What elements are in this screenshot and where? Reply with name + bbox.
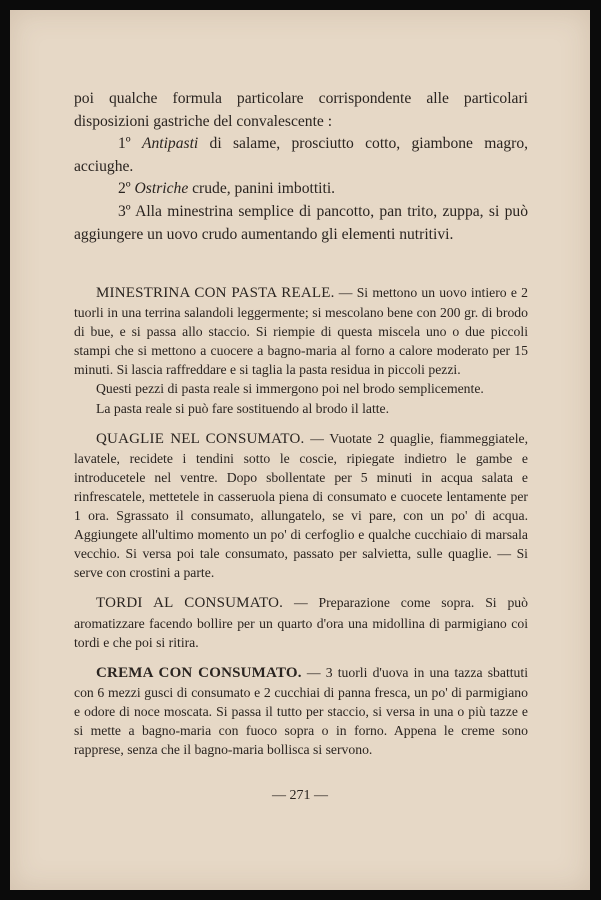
spacer	[74, 418, 528, 429]
recipe-tordi	[74, 593, 528, 651]
recipe-body: — Vuotate 2 quaglie, fiammeggiatele, lavatele, recidete i tendini sotto le coscie, ripiegate indietro le gambe e introducetele nel ventre. Dopo sbollentate per 5 minuti in acqua salata e rinfrescatele, mettetele in casseruola piena di consumato e cuocete lentamente per 1 ora. Sgrassato il consumato, allungatelo, se vi pare, con un po' di acqua. Aggiungete all'ultimo momento un po' di cerfoglio e qualche cucchiaio di marsala vecchio. Si versa poi tale consumato, passato per salvietta, sulle quaglie. — Si serve con crostini a parte.	[74, 430, 528, 581]
book-page	[10, 10, 590, 890]
intro-lead: poi qualche formula particolare corrispondente alle particolari disposizioni gastriche del convalescente :	[74, 90, 528, 130]
intro-item-2-text: crude, panini imbottiti.	[188, 180, 336, 198]
recipe-minestrina	[74, 283, 528, 379]
recipe-title: TORDI AL CONSUMATO.	[96, 595, 284, 612]
recipe-note: La pasta reale si può fare sostituendo al brodo il latte.	[96, 400, 390, 416]
recipe-title: CREMA CON CONSUMATO.	[96, 664, 302, 681]
intro-item-1-text: di salame, prosciutto cotto, giambone magro, acciughe.	[74, 135, 529, 175]
recipe-note: Questi pezzi di pasta reale si immergono poi nel brodo semplicemente.	[96, 381, 484, 397]
recipe-quaglie	[74, 429, 528, 583]
spacer	[74, 652, 528, 663]
recipe-title: MINESTRINA CON PASTA REALE.	[96, 285, 335, 301]
intro-item-1-italic: Antipasti	[141, 135, 199, 153]
recipe-body: — Si mettono un uovo intiero e 2 tuorli in una terrina salandoli leggermente; si mescolano bene con 200 gr. di brodo di bue, e si passa allo staccio. Si riempie di questa miscela uno o due piccoli stampi che si mettono a cuocere a bagno-maria al forno a calore moderato per 15 minuti. Si lascia raffreddare e si taglia la pasta residua in piccoli pezzi.	[74, 285, 528, 378]
spacer	[74, 582, 528, 593]
recipe-crema	[74, 663, 528, 759]
intro-item-2	[74, 178, 528, 201]
intro-item-1	[74, 133, 528, 178]
intro-item-3: 3º Alla minestrina semplice di pancotto, pan trito, zuppa, si può aggiungere un uovo crudo aumentando gli elementi nutritivi.	[74, 202, 528, 243]
intro-item-1-number: 1º	[118, 135, 142, 153]
recipe-title: QUAGLIE NEL CONSUMATO.	[96, 430, 305, 447]
intro-section	[74, 88, 528, 246]
page-number: — 271 —	[272, 788, 328, 803]
recipe-body: — 3 tuorli d'uova in una tazza sbattuti con 6 mezzi gusci di consumato e 2 cucchiai di panna fresca, un po' di parmigiano e odore di noce moscata. Si passa il tutto per staccio, si versa in una o più tazze e si mette a bagno-maria con fuoco sopra o in forno. Appena le creme sono rapprese, senza che il bagno-maria bollisca si servono.	[74, 664, 528, 758]
recipe-body: — Preparazione come sopra. Si può aromatizzare facendo bollire per un quarto d'ora una midollina di parmigiano coi tordi e che poi si ritira.	[74, 595, 528, 650]
recipes-section	[74, 283, 528, 759]
intro-item-2-italic: Ostriche	[134, 180, 189, 198]
intro-item-2-number: 2º	[118, 180, 135, 198]
